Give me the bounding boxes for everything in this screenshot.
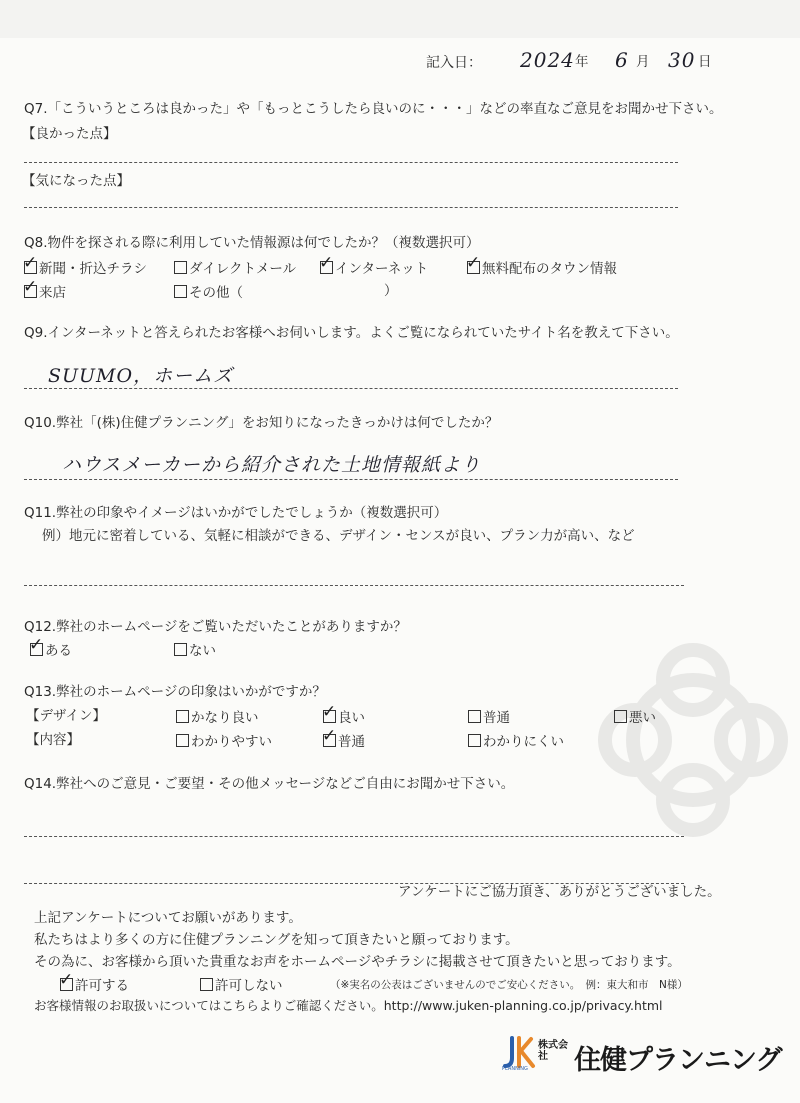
date-day-unit: 日	[698, 54, 712, 70]
date-label: 記入日：	[426, 55, 482, 71]
watermark-emblem-icon	[585, 640, 800, 840]
q12-option-no[interactable]: ない	[174, 643, 216, 659]
q13-content-unclear[interactable]: わかりにくい	[468, 734, 564, 750]
q10-answer: ハウスメーカーから紹介された土地情報紙より	[62, 454, 482, 476]
footer-thanks: アンケートにご協力頂き、ありがとうございました。	[398, 884, 721, 900]
q13-content-label: 【内容】	[26, 732, 80, 748]
q8-option-internet[interactable]: ✓ インターネット	[319, 253, 429, 277]
date-year-unit: 年	[575, 54, 589, 70]
q7-concern-label: 【気になった点】	[22, 173, 130, 189]
footer-permit-yes[interactable]: ✓ 許可する	[59, 970, 129, 994]
q12-question: Q12.弊社のホームページをご覧いただいたことがありますか？	[24, 619, 407, 635]
checkbox[interactable]	[176, 710, 189, 723]
checkbox[interactable]: ✓	[59, 970, 74, 990]
q7-good-answer-line[interactable]	[24, 162, 678, 163]
company-logo	[502, 1036, 792, 1076]
checkbox[interactable]	[200, 978, 213, 991]
footer-request-1: 上記アンケートについてお願いがあります。	[34, 910, 302, 926]
q11-answer-line[interactable]	[24, 585, 684, 586]
logo-company-name: 住健プランニング	[574, 1045, 782, 1076]
checkbox[interactable]	[174, 261, 187, 274]
q12-option-yes[interactable]: ✓ ある	[29, 635, 72, 659]
q8-other-close: ）	[384, 283, 398, 299]
checkbox[interactable]	[614, 710, 627, 723]
q9-answer: SUUMO，ホームズ	[48, 365, 234, 387]
q8-option-direct-mail[interactable]: ダイレクトメール	[174, 261, 296, 277]
q8-question: Q8.物件を探される際に利用していた情報源は何でしたか？（複数選択可）	[24, 235, 480, 251]
footer-request-2: 私たちはより多くの方に住健プランニングを知って頂きたいと願っております。	[34, 932, 519, 948]
q13-design-bad[interactable]: 悪い	[614, 710, 656, 726]
date-day: 30	[668, 48, 696, 72]
footer-request-3: その為に、お客様から頂いた貴重なお声をホームページやチラシに掲載させて頂きたいと思っております。	[34, 954, 681, 970]
q9-answer-line[interactable]	[24, 388, 678, 389]
checkbox[interactable]	[176, 734, 189, 747]
q13-design-very-good[interactable]: かなり良い	[176, 710, 259, 726]
q13-question: Q13.弊社のホームページの印象はいかがですか？	[24, 684, 326, 700]
checkbox[interactable]: ✓	[319, 253, 334, 273]
q8-option-newspaper[interactable]: ✓ 新聞・折込チラシ	[23, 253, 147, 277]
q8-option-other[interactable]: その他（	[174, 285, 243, 301]
checkbox[interactable]	[174, 643, 187, 656]
q7-question: Q7.「こういうところは良かった」や「もっとこうしたら良いのに・・・」などの率直なご意見をお聞かせ下さい。	[24, 101, 723, 117]
q13-content-clear[interactable]: わかりやすい	[176, 734, 272, 750]
q10-answer-line[interactable]	[24, 479, 678, 480]
q14-question: Q14.弊社へのご意見・ご要望・その他メッセージなどご自由にお聞かせ下さい。	[24, 776, 515, 792]
checkbox[interactable]	[468, 734, 481, 747]
date-year: 2024	[520, 48, 575, 72]
checkbox[interactable]	[174, 285, 187, 298]
q14-answer-line-1[interactable]	[24, 836, 684, 837]
q7-good-label: 【良かった点】	[22, 126, 117, 142]
q13-design-normal[interactable]: 普通	[468, 710, 510, 726]
q13-design-good[interactable]: ✓ 良い	[322, 702, 365, 726]
logo-kabushiki: 株式会社	[538, 1040, 568, 1062]
q11-question: Q11.弊社の印象やイメージはいかがでしたでしょうか（複数選択可）	[24, 505, 448, 521]
checkbox[interactable]: ✓	[29, 635, 44, 655]
q10-question: Q10.弊社「(株)住健プランニング」をお知りになったきっかけは何でしたか？	[24, 415, 499, 431]
q9-question: Q9.インターネットと答えられたお客様へお伺いします。よくご覧になられていたサイト名を教えて下さい。	[24, 325, 679, 341]
checkbox[interactable]: ✓	[23, 253, 38, 273]
logo-mark-sub: PLANNING	[502, 1066, 528, 1072]
q11-example: 例）地元に密着している、気軽に相談ができる、デザイン・センスが良い、プラン力が高い、など	[42, 528, 635, 544]
footer-note: （※実名の公表はございませんのでご安心ください。 例：東大和市 N様）	[330, 979, 688, 991]
checkbox[interactable]: ✓	[466, 253, 481, 273]
scan-top-band	[0, 0, 800, 38]
q7-concern-answer-line[interactable]	[24, 207, 678, 208]
date-month: 6	[615, 48, 629, 72]
footer-permit-no[interactable]: 許可しない	[200, 978, 283, 994]
q13-content-normal[interactable]: ✓ 普通	[322, 726, 365, 750]
q8-option-town-info[interactable]: ✓ 無料配布のタウン情報	[466, 253, 617, 277]
date-month-unit: 月	[636, 54, 650, 70]
checkbox[interactable]	[468, 710, 481, 723]
q8-option-visit[interactable]: ✓ 来店	[23, 277, 66, 301]
checkbox[interactable]: ✓	[322, 726, 337, 746]
checkbox[interactable]: ✓	[23, 277, 38, 297]
q13-design-label: 【デザイン】	[26, 708, 107, 724]
checkbox[interactable]: ✓	[322, 702, 337, 722]
footer-privacy: お客様情報のお取扱いについてはこちらよりご確認ください。http://www.juken-planning.co.jp/privacy.html	[34, 998, 663, 1013]
